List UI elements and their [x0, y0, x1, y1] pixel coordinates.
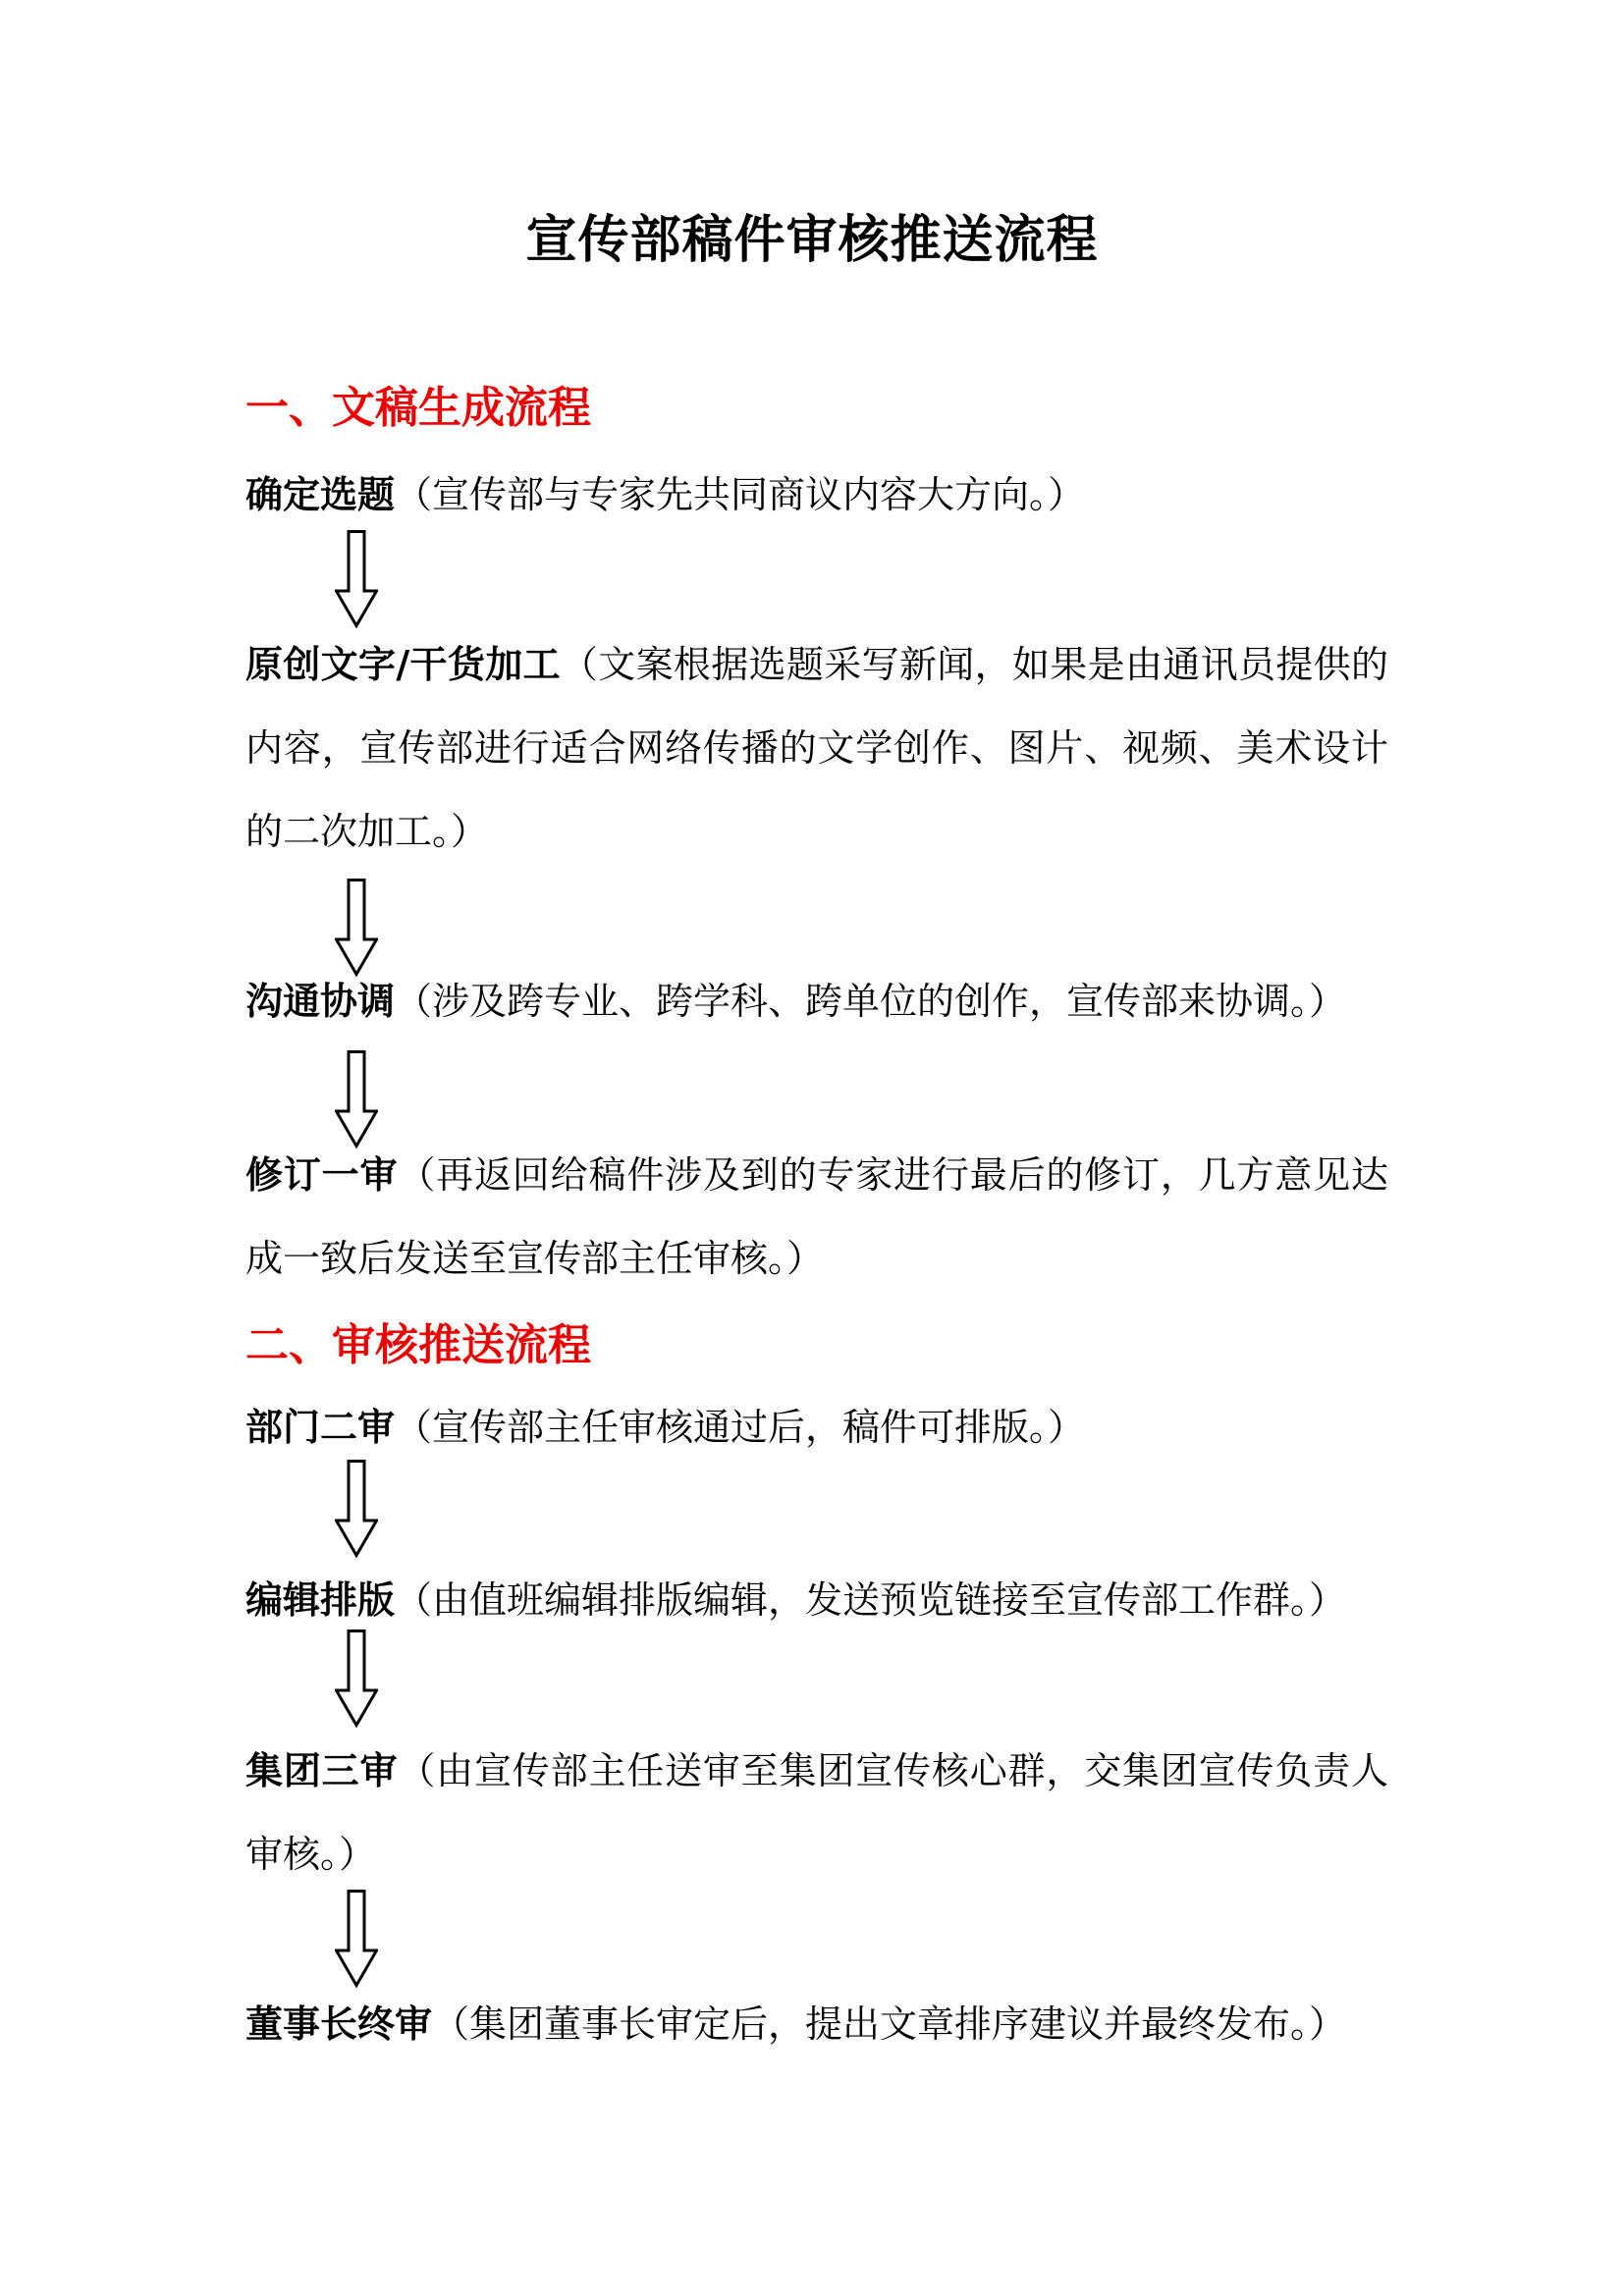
- step-desc: （集团董事长审定后，提出文章排序建议并最终发布。）: [432, 2002, 1347, 2046]
- step-label: 确定选题: [245, 472, 396, 516]
- step-label: 修订一审: [245, 1152, 399, 1197]
- step-group-third-review: [245, 1729, 1388, 1896]
- step-label: 原创文字/干货加工: [245, 642, 561, 686]
- page-title: 宣传部稿件审核推送流程: [525, 210, 1099, 270]
- flow-down-arrow-icon: [335, 1629, 378, 1728]
- step-label: 董事长终审: [245, 2002, 433, 2046]
- step-desc: （由值班编辑排版编辑，发送预览链接至宣传部工作群。）: [395, 1578, 1347, 1622]
- flow-down-arrow-icon: [335, 530, 378, 628]
- step-communication-coordination: [245, 959, 1388, 1043]
- step-revision-first-review: [245, 1133, 1388, 1301]
- step-label: 部门二审: [245, 1405, 396, 1449]
- step-desc: （文案根据选题采写新闻，如果是由通讯员提供的内容，宣传部进行适合网络传播的文学创作、图片、视频、美术设计的二次加工。）: [245, 643, 1388, 853]
- section-1-heading: 一、文稿生成流程: [245, 383, 591, 433]
- step-chairman-final-review: [245, 1982, 1388, 2066]
- flow-down-arrow-icon: [335, 1460, 378, 1558]
- section-2-heading: 二、审核推送流程: [245, 1320, 591, 1370]
- step-desc: （宣传部主任审核通过后，稿件可排版。）: [395, 1406, 1086, 1449]
- flow-down-arrow-icon: [335, 1890, 378, 1988]
- step-desc: （由宣传部主任送审至集团宣传核心群，交集团宣传负责人审核。）: [245, 1749, 1388, 1876]
- step-original-content-processing: [245, 622, 1388, 874]
- step-department-second-review: [245, 1385, 1388, 1469]
- step-label: 集团三审: [245, 1748, 399, 1792]
- step-desc: （宣传部与专家先共同商议内容大方向。）: [395, 473, 1086, 516]
- step-desc: （涉及跨专业、跨学科、跨单位的创作，宣传部来协调。）: [395, 980, 1347, 1023]
- step-desc: （再返回给稿件涉及到的专家进行最后的修订，几方意见达成一致后发送至宣传部主任审核。）: [245, 1153, 1388, 1280]
- step-label: 编辑排版: [245, 1577, 396, 1622]
- step-confirm-topic: [245, 453, 1388, 537]
- step-label: 沟通协调: [245, 979, 396, 1023]
- step-editing-layout: [245, 1558, 1388, 1642]
